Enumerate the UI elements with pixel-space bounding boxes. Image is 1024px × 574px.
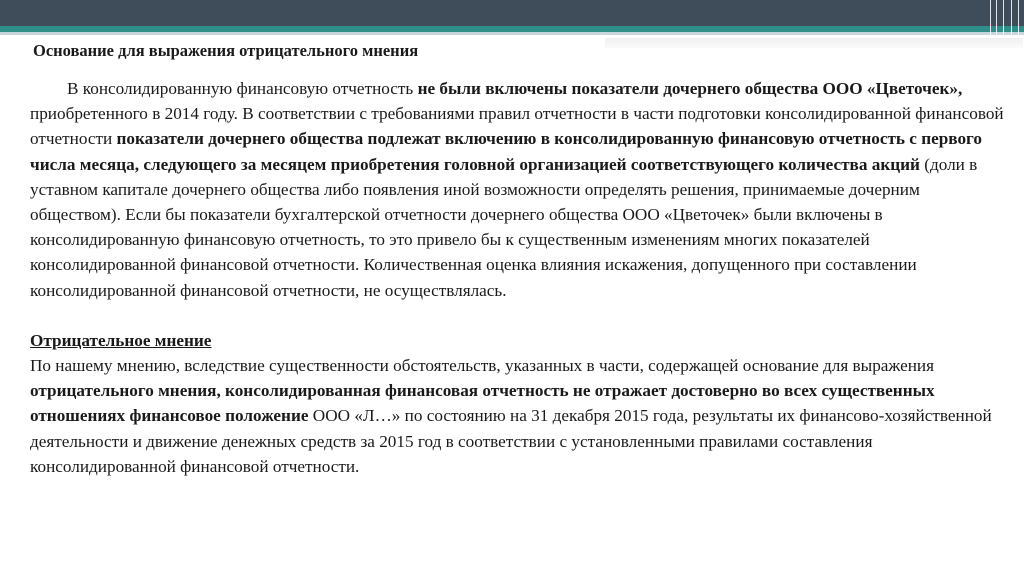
bold-segment: отрицательного мнения, консолидированная финансовая отчетность не отражает достоверно во всех существенных отношениях финансовое положение bbox=[30, 381, 935, 426]
text-segment: ООО «Л…» по состоянию на 31 декабря 2015 года, результаты их финансово-хозяйственной деятельности и движение денежных средств за 2015 год в соответствии с установленными правилами составления консолидированной финансовой отчетности. bbox=[30, 406, 992, 476]
top-decor-band bbox=[0, 0, 1024, 26]
text-segment: приобретенного в 2014 году. В соответствии с требованиями правил отчетности в части подготовки консолидированной финансовой отчетности bbox=[30, 104, 1004, 149]
slide-heading: Основание для выражения отрицательного мнения bbox=[33, 41, 419, 60]
bold-segment: не были включены показатели дочернего общества ООО «Цветочек», bbox=[417, 79, 963, 98]
text-segment: (доли в уставном капитале дочернего общества либо появления иной возможности определять решения, принимаемые дочерним обществом). Если бы показатели бухгалтерской отчетности дочернего общества ООО «Цветочек» были включены в консолидированную финансовую отчетность, то это привело бы к существенным изменениям многих показателей консолидированной финансовой отчетности. Количественная оценка влияния искажения, допущенного при составлении консолидированной финансовой отчетности, не осуществлялась. bbox=[30, 154, 978, 300]
heading-rule bbox=[605, 38, 1023, 48]
basis-paragraph bbox=[30, 76, 1005, 303]
text-segment: По нашему мнению, вследствие существенности обстоятельств, указанных в части, содержащей основание для выражения bbox=[30, 356, 934, 376]
opinion-paragraph bbox=[30, 353, 1005, 479]
bold-segment: показатели дочернего общества подлежат включению в консолидированную финансовую отчетность с первого числа месяца, следующего за месяцем приобретения головной организацией соответствующего количества акций bbox=[30, 129, 983, 174]
top-shade-stripe bbox=[0, 32, 1024, 35]
paragraph-gap bbox=[30, 303, 1005, 328]
slide-content bbox=[30, 76, 1005, 479]
text-segment: В консолидированную финансовую отчетность bbox=[67, 79, 418, 98]
opinion-subheading: Отрицательное мнение bbox=[30, 330, 212, 350]
